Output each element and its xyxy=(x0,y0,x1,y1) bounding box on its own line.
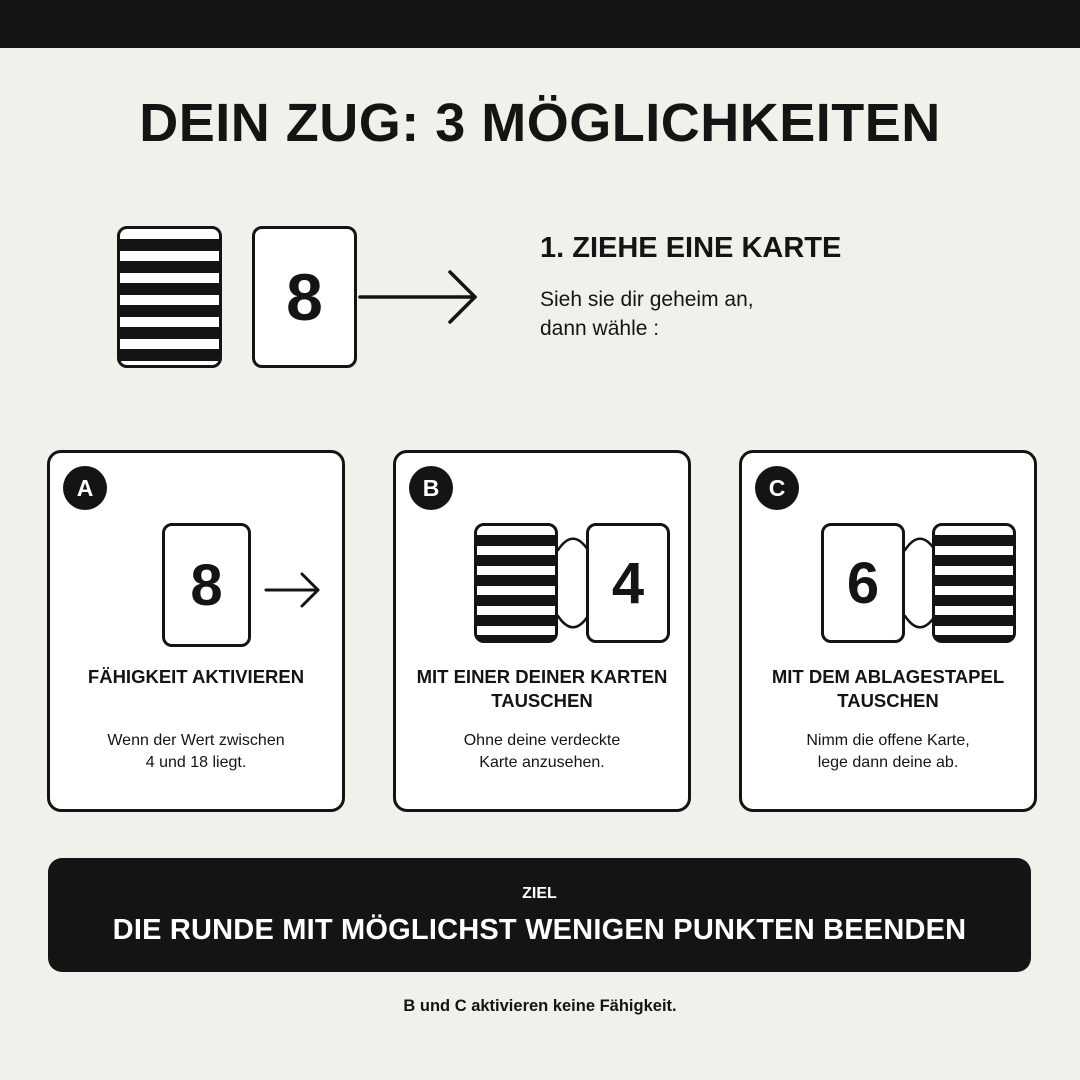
option-c-panel xyxy=(739,450,1037,812)
option-b-description-line: Karte anzusehen. xyxy=(479,754,605,771)
option-b-title-line: TAUSCHEN xyxy=(491,690,593,711)
option-c-description xyxy=(742,730,1034,774)
step-description-line: dann wähle : xyxy=(540,317,660,340)
option-b-badge: B xyxy=(409,466,453,510)
option-c-badge: C xyxy=(755,466,799,510)
option-c-discard-pile-card xyxy=(932,523,1016,643)
drawn-card-value: 8 xyxy=(286,260,323,334)
option-a-panel xyxy=(47,450,345,812)
option-b-title-line: MIT EINER DEINER KARTEN xyxy=(416,666,668,687)
goal-banner xyxy=(48,858,1031,972)
option-b-description xyxy=(396,730,688,774)
footnote: B und C aktivieren keine Fähigkeit. xyxy=(403,997,677,1015)
top-bar xyxy=(0,0,1080,48)
step-heading: 1. ZIEHE EINE KARTE xyxy=(540,232,842,264)
option-a-card xyxy=(162,523,251,647)
drawn-card xyxy=(252,226,357,368)
option-c-title-line: TAUSCHEN xyxy=(837,690,939,711)
option-a-title-line: FÄHIGKEIT AKTIVIEREN xyxy=(87,666,305,687)
goal-text: DIE RUNDE MIT MÖGLICHST WENIGEN PUNKTEN BEENDEN xyxy=(112,914,967,946)
option-a-description xyxy=(50,730,342,774)
option-b-panel xyxy=(393,450,691,812)
swap-arrows-icon xyxy=(556,533,590,633)
goal-label: ZIEL xyxy=(522,885,557,902)
option-c-card-value: 6 xyxy=(846,550,880,616)
arrow-right-icon xyxy=(266,571,322,609)
option-a-title xyxy=(50,665,342,689)
step-description-line: Sieh sie dir geheim an, xyxy=(540,288,754,311)
option-c-title-line: MIT DEM ABLAGESTAPEL xyxy=(771,666,1005,687)
option-c-card xyxy=(821,523,905,643)
draw-pile-card-back xyxy=(117,226,222,368)
page-title: DEIN ZUG: 3 MÖGLICHKEITEN xyxy=(139,93,941,153)
step-description xyxy=(540,285,960,343)
option-b-card xyxy=(586,523,670,643)
arrow-right-icon xyxy=(360,270,480,324)
option-b-hidden-card xyxy=(474,523,558,643)
option-a-badge: A xyxy=(63,466,107,510)
option-b-card-value: 4 xyxy=(611,550,645,616)
option-a-description-line: 4 und 18 liegt. xyxy=(145,754,247,771)
option-a-description-line: Wenn der Wert zwischen xyxy=(107,732,285,749)
option-c-title xyxy=(742,665,1034,713)
option-b-title xyxy=(396,665,688,713)
option-c-description-line: lege dann deine ab. xyxy=(817,754,959,771)
option-b-description-line: Ohne deine verdeckte xyxy=(463,732,621,749)
option-a-card-value: 8 xyxy=(190,552,223,618)
option-c-description-line: Nimm die offene Karte, xyxy=(806,732,970,749)
